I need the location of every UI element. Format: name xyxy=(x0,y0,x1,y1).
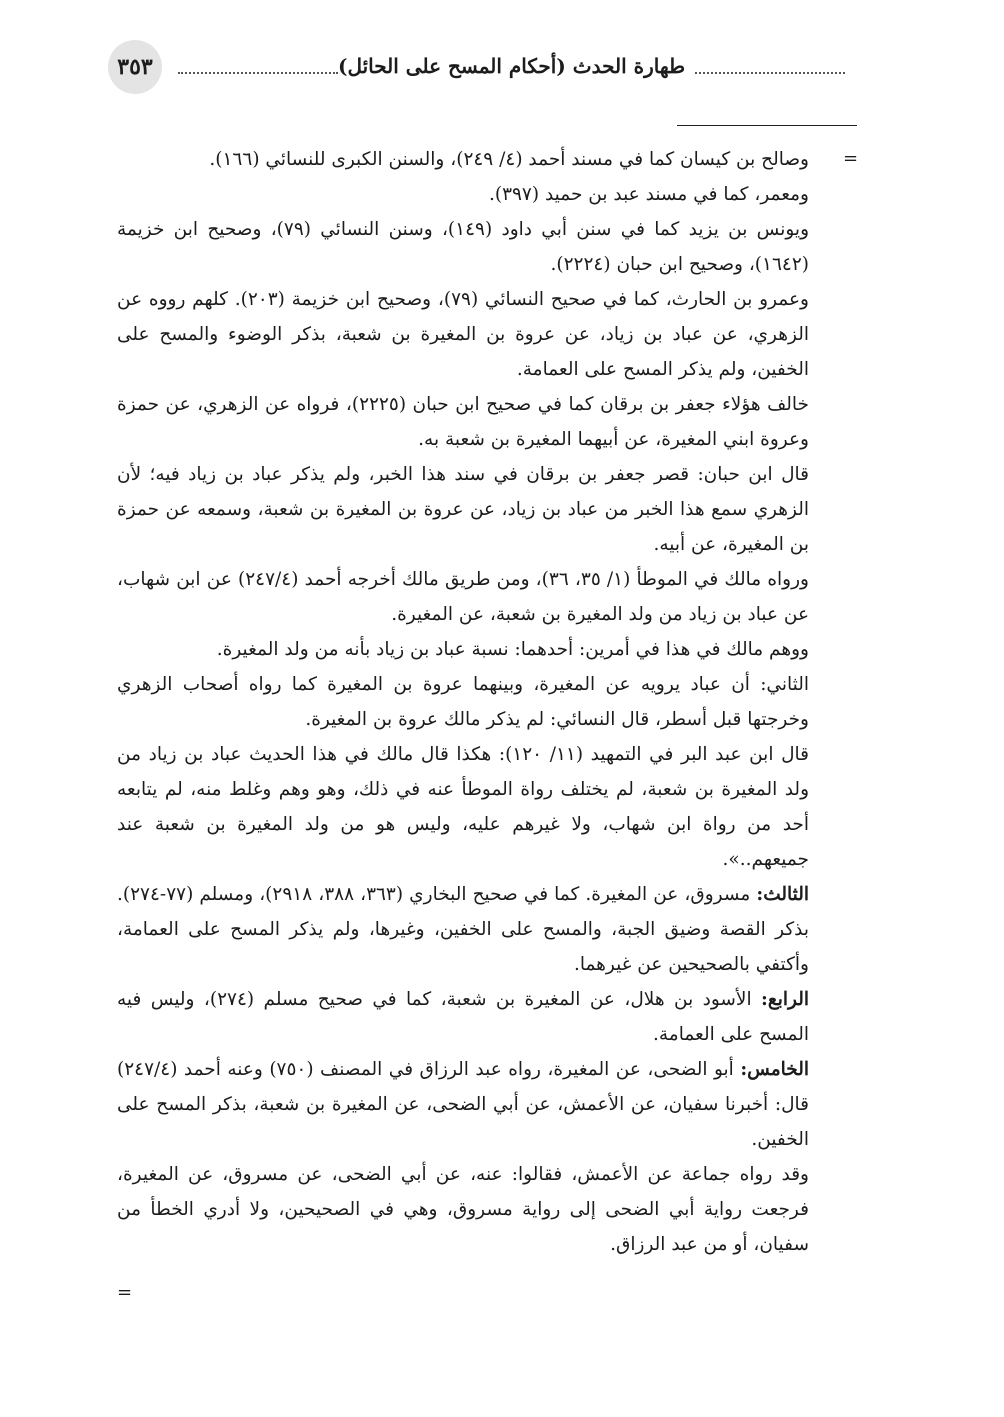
footnote-body xyxy=(117,142,809,1262)
paragraph: وعمرو بن الحارث، كما في صحيح النسائي (٧٩)، وصحيح ابن خزيمة (٢٠٣). كلهم رووه عن الزهري، عن عباد بن زياد، عن عروة بن المغيرة بن شعبة، بذكر الوضوء والمسح على الخفين، ولم يذكر المسح على العمامة. xyxy=(117,289,809,380)
header-dots-right xyxy=(695,72,845,74)
paragraph: الثاني: أن عباد يرويه عن المغيرة، وبينهما عروة بن المغيرة كما رواه أصحاب الزهري وخرجتها قبل أسطر، قال النسائي: لم يذكر مالك عروة بن المغيرة. xyxy=(117,674,809,730)
paragraph: قال ابن حبان: قصر جعفر بن برقان في سند هذا الخبر، ولم يذكر عباد بن زياد فيه؛ لأن الزهري سمع هذا الخبر من عباد بن زياد، عن عروة بن المغيرة بن شعبة، وسمعه عن حمزة بن المغيرة، عن أبيه. xyxy=(117,464,809,555)
paragraph: ويونس بن يزيد كما في سنن أبي داود (١٤٩)، وسنن النسائي (٧٩)، وصحيح ابن خزيمة (١٦٤٢)، وصحيح ابن حبان (٢٢٢٤). xyxy=(117,219,809,275)
page-header xyxy=(100,40,845,100)
page-number: ٣٥٣ xyxy=(108,40,162,94)
paragraph: وقد رواه جماعة عن الأعمش، فقالوا: عنه، عن أبي الضحى، عن مسروق، عن المغيرة، فرجعت رواية أبي الضحى إلى رواية مسروق، وهي في الصحيحين، ولا أدري الخطأ من سفيان، أو من عبد الرزاق. xyxy=(117,1164,809,1255)
paragraph: قال ابن عبد البر في التمهيد (١١/ ١٢٠): هكذا قال مالك في هذا الحديث عباد بن زياد من ولد المغيرة بن شعبة، لم يختلف رواة الموطأ عنه في ذلك، وهو وهم وغلط منه، لم يتابعه أحد من رواة ابن شهاب، ولا غيرهم عليه، وليس هو من ولد المغيرة بن شعبة عند جميعهم..». xyxy=(117,744,809,870)
continuation-mark-top: = xyxy=(843,148,859,169)
paragraph: ورواه مالك في الموطأ (١/ ٣٥، ٣٦)، ومن طريق مالك أخرجه أحمد (٢٤٧/٤) عن ابن شهاب، عن عباد بن زياد من ولد المغيرة بن شعبة، عن المغيرة. xyxy=(117,569,809,625)
paragraph-lead: الخامس: xyxy=(740,1059,809,1080)
continuation-mark-bottom: = xyxy=(117,1282,133,1303)
footnote-rule xyxy=(677,125,857,126)
paragraph: الثالث: مسروق، عن المغيرة. كما في صحيح البخاري (٣٦٣، ٣٨٨، ٢٩١٨)، ومسلم (٧٧-٢٧٤). بذكر القصة وضيق الجبة، والمسح على الخفين، وغيرها، ولم يذكر المسح على العمامة، وأكتفي بالصحيحين عن غيرهما. xyxy=(117,884,809,975)
paragraph: الخامس: أبو الضحى، عن المغيرة، رواه عبد الرزاق في المصنف (٧٥٠) وعنه أحمد (٢٤٧/٤) قال: أخبرنا سفيان، عن الأعمش، عن أبي الضحى، عن المغيرة بن شعبة، بذكر المسح على الخفين. xyxy=(117,1059,809,1150)
running-title: طهارة الحدث (أحكام المسح على الحائل) xyxy=(338,54,685,78)
paragraph: ومعمر، كما في مسند عبد بن حميد (٣٩٧). xyxy=(488,184,809,205)
paragraph: خالف هؤلاء جعفر بن برقان كما في صحيح ابن حبان (٢٢٢٥)، فرواه عن الزهري، عن حمزة وعروة ابني المغيرة، عن أبيهما المغيرة بن شعبة به. xyxy=(117,394,809,450)
paragraph-lead: الثالث: xyxy=(756,884,809,905)
paragraph: الرابع: الأسود بن هلال، عن المغيرة بن شعبة، كما في صحيح مسلم (٢٧٤)، وليس فيه المسح على العمامة. xyxy=(117,989,809,1045)
paragraph: ووهم مالك في هذا في أمرين: أحدهما: نسبة عباد بن زياد بأنه من ولد المغيرة. xyxy=(216,639,809,660)
header-dots-left xyxy=(178,72,338,74)
paragraph-lead: الرابع: xyxy=(761,989,809,1010)
paragraph: وصالح بن كيسان كما في مسند أحمد (٤/ ٢٤٩)، والسنن الكبرى للنسائي (١٦٦). xyxy=(209,149,809,170)
